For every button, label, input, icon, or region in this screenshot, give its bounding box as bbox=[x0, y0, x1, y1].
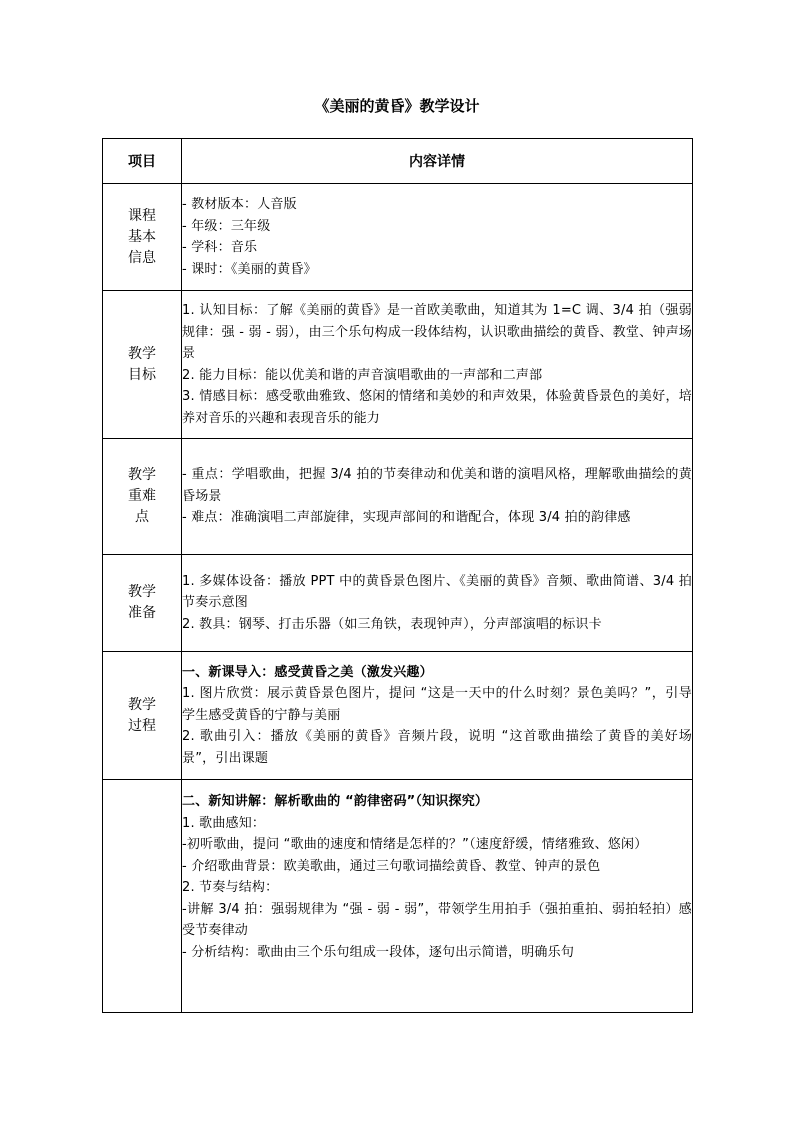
content-line: - 介绍歌曲背景：欧美歌曲，通过三句歌词描绘黄昏、教堂、钟声的景色 bbox=[182, 858, 601, 874]
column-header-item: 项目 bbox=[103, 139, 182, 184]
lesson-plan-table bbox=[102, 138, 693, 1013]
row-content bbox=[182, 439, 693, 555]
content-line: - 教材版本：人音版 bbox=[182, 197, 297, 212]
row-label: 教学 目标 bbox=[103, 291, 182, 439]
row-content bbox=[182, 291, 693, 439]
content-line: 1. 多媒体设备：播放 PPT 中的黄昏景色图片、《美丽的黄昏》音频、歌曲简谱、3/4 拍节奏示意图 bbox=[182, 573, 692, 611]
content-line: 2. 教具：钢琴、打击乐器（如三角铁，表现钟声），分声部演唱的标识卡 bbox=[182, 616, 602, 632]
content-line: 1. 图片欣赏：展示黄昏景色图片，提问 “这是一天中的什么时刻？景色美吗？”，引导学生感受黄昏的宁静与美丽 bbox=[182, 686, 692, 723]
content-line: - 学科：音乐 bbox=[182, 240, 258, 255]
row-label: 教学 准备 bbox=[103, 555, 182, 652]
content-line: 1. 认知目标：了解《美丽的黄昏》是一首欧美歌曲，知道其为 1=C 调、3/4 拍（强弱规律：强 - 弱 - 弱），由三个乐句构成一段体结构，认识歌曲描绘的黄昏、教堂、钟声场景 bbox=[182, 303, 692, 361]
table-row bbox=[103, 439, 693, 555]
table-header-row bbox=[103, 139, 693, 184]
content-line: 2. 能力目标：能以优美和谐的声音演唱歌曲的一声部和二声部 bbox=[182, 367, 543, 383]
row-label: 课程 基本 信息 bbox=[103, 184, 182, 291]
row-label: 教学 重难 点 bbox=[103, 439, 182, 555]
table-row bbox=[103, 291, 693, 439]
row-content bbox=[182, 184, 693, 291]
table-row bbox=[103, 184, 693, 291]
content-line: -讲解 3/4 拍：强弱规律为 “强 - 弱 - 弱”，带领学生用拍手（强拍重拍、弱拍轻拍）感受节奏律动 bbox=[182, 901, 692, 938]
document-title: 《美丽的黄昏》教学设计 bbox=[314, 97, 480, 115]
content-line: -初听歌曲，提问 “歌曲的速度和情绪是怎样的？”（速度舒缓，情绪雅致、悠闲） bbox=[182, 837, 648, 852]
content-line: 3. 情感目标：感受歌曲雅致、悠闲的情绪和美妙的和声效果，体验黄昏景色的美好，培养对音乐的兴趣和表现音乐的能力 bbox=[182, 389, 692, 426]
row-label-empty bbox=[103, 780, 182, 1013]
row-content bbox=[182, 555, 693, 652]
content-line: - 课时：《美丽的黄昏》 bbox=[182, 261, 317, 277]
table-row bbox=[103, 652, 693, 780]
content-line: - 分析结构：歌曲由三个乐句组成一段体，逐句出示简谱，明确乐句 bbox=[182, 944, 575, 960]
table-row bbox=[103, 555, 693, 652]
content-line: 1. 歌曲感知： bbox=[182, 815, 266, 831]
content-line: 2. 歌曲引入：播放《美丽的黄昏》音频片段，说明 “这首歌曲描绘了黄昏的美好场景”，引出课题 bbox=[182, 729, 692, 766]
content-line: - 重点：学唱歌曲，把握 3/4 拍的节奏律动和优美和谐的演唱风格，理解歌曲描绘的黄昏场景 bbox=[182, 467, 692, 504]
table-row bbox=[103, 780, 693, 1013]
content-line: - 难点：准确演唱二声部旋律，实现声部间的和谐配合，体现 3/4 拍的韵律感 bbox=[182, 510, 631, 526]
content-line: 2. 节奏与结构： bbox=[182, 880, 279, 895]
row-content bbox=[182, 652, 693, 780]
row-content bbox=[182, 780, 693, 1013]
section-heading: 二、新知讲解：解析歌曲的 “韵律密码”（知识探究） bbox=[182, 794, 489, 809]
row-label: 教学 过程 bbox=[103, 652, 182, 780]
column-header-content: 内容详情 bbox=[182, 139, 693, 184]
content-line: - 年级：三年级 bbox=[182, 218, 271, 234]
section-heading: 一、新课导入：感受黄昏之美（激发兴趣） bbox=[182, 664, 433, 680]
